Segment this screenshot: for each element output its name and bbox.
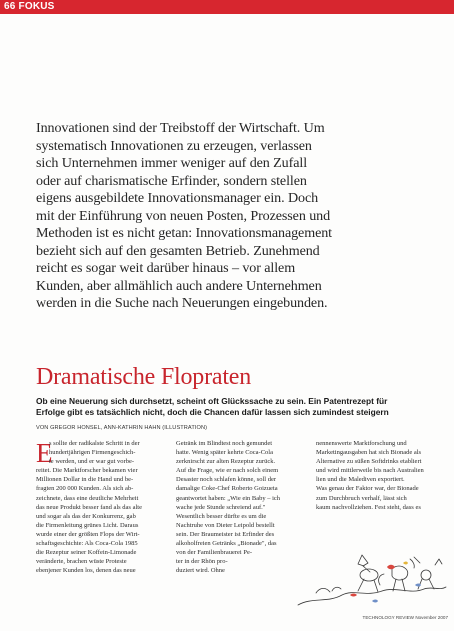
text-line: Ob eine Neuerung sich durchsetzt, scheint oft Glückssache zu sein. Ein Patentrezept für bbox=[36, 396, 388, 406]
text-line: Millionen Dollar in die Hand und be- bbox=[36, 476, 134, 484]
body-column-3 bbox=[316, 439, 434, 512]
text-line: sich Unternehmen immer weniger auf den Zufall bbox=[36, 155, 308, 172]
text-line: veränderte, brachen wüste Proteste bbox=[36, 558, 127, 566]
text-line: Auf die Frage, wie er nach solch einem bbox=[176, 467, 279, 475]
text-line: wurde einer der größten Flops der Wirt- bbox=[36, 530, 140, 538]
text-line: kaum nachvollziehen. Fest steht, dass es bbox=[316, 503, 421, 511]
footer-issue: November 2007 bbox=[415, 615, 448, 620]
text-line: die Firmenleitung grünes Licht. Daraus bbox=[36, 521, 139, 529]
text-line: Innovationen sind der Treibstoff der Wirtschaft. Um bbox=[36, 120, 325, 136]
text-line: Getränk im Blindtest noch gemundet bbox=[176, 440, 273, 447]
text-line: fragten 200 000 Kunden. Als sich ab- bbox=[36, 485, 134, 493]
text-line: ter in der Rhön pro- bbox=[176, 558, 228, 566]
text-line: ebenjener Kunden los, denen das neue bbox=[36, 567, 136, 575]
text-line: mit der Einführung von neuen Posten, Prozessen und bbox=[36, 207, 331, 224]
text-line: Wesentlich besser dürfte es um die bbox=[176, 512, 267, 520]
text-line: zeichnete, dass eine deutliche Mehrheit bbox=[36, 494, 139, 502]
text-line: Desaster noch schlafen könne, soll der bbox=[176, 476, 276, 484]
text-line: alkoholfreien Getränks „Bionade", das bbox=[176, 540, 277, 548]
text-line: reitet. Die Marktforscher bekamen vier bbox=[36, 467, 138, 475]
text-line: und wird mittlerweile bis nach Australien bbox=[316, 467, 424, 475]
body-column-2 bbox=[176, 439, 294, 575]
text-line: Was genau der Faktor war, der Bionade bbox=[316, 485, 419, 493]
text-line: zum Durchbruch verhalf, lässt sich bbox=[316, 494, 407, 502]
text-line: oder auf charismatische Erfinder, sondern stellen bbox=[36, 172, 307, 189]
drop-cap: E bbox=[36, 438, 53, 468]
footer-magazine: TECHNOLOGY REVIEW bbox=[362, 615, 415, 620]
page-footer bbox=[363, 615, 448, 620]
text-line: duziert wird. Ohne bbox=[176, 567, 225, 575]
text-line: bezieht sich auf den gesamten Betrieb. Zunehmend bbox=[36, 242, 320, 259]
text-line: das neue Produkt besser fand als das alte bbox=[36, 503, 142, 511]
text-line: Marketingausgaben hat sich Bionade als bbox=[316, 449, 422, 457]
text-line: Erfolge gibt es tatsächlich nicht, doch die Chancen dafür lassen sich zumindest steigern bbox=[36, 407, 389, 417]
article-lead bbox=[36, 396, 426, 418]
section-name: FOKUS bbox=[18, 1, 55, 12]
text-line: geantwortet haben: „Wie ein Baby – ich bbox=[176, 494, 281, 502]
header-text bbox=[4, 1, 58, 12]
text-line: eigens ausgebildete Innovationsmanager ein. Doch bbox=[36, 190, 319, 207]
text-line: zerknirscht zur alten Rezeptur zurück. bbox=[176, 458, 276, 466]
text-line: von der Familienbrauerei Pe- bbox=[176, 549, 252, 557]
intro-paragraph bbox=[36, 120, 422, 313]
text-line: hundertjährigen Firmengeschich- bbox=[49, 449, 136, 457]
text-line: wache jede Stunde schreiend auf." bbox=[176, 503, 266, 511]
text-line: systematisch Innovationen zu erzeugen, verlassen bbox=[36, 137, 312, 154]
text-line: te werden, und er war gut vorbe- bbox=[49, 458, 135, 466]
illustration-sketch-icon bbox=[292, 545, 450, 613]
text-line: werden in die Suche nach Neuerungen eingebunden. bbox=[36, 295, 328, 312]
article-title: Dramatische Flopraten bbox=[36, 364, 252, 390]
body-column-1 bbox=[36, 439, 154, 575]
text-line: Alternative zu süßen Softdrinks etabliert bbox=[316, 458, 422, 466]
byline: VON GREGOR HONSEL, ANN-KATHRIN HAHN (ILLUSTRATION) bbox=[36, 425, 208, 431]
text-line: schaftsgeschichte: Als Coca-Cola 1985 bbox=[36, 540, 138, 548]
text-line: lien und die Malediven exportiert. bbox=[316, 476, 405, 484]
text-line: Nachtruhe von Dieter Leipold bestellt bbox=[176, 521, 275, 529]
page-number: 66 bbox=[4, 1, 16, 12]
text-line: damalige Coke-Chef Roberto Goizueta bbox=[176, 485, 278, 493]
header-bar bbox=[0, 0, 454, 14]
text-line: nennenswerte Marktforschung und bbox=[316, 440, 407, 447]
text-line: und sogar als das der Konkurrenz, gab bbox=[36, 512, 136, 520]
text-line: Kunden, aber allmählich auch andere Unternehmen bbox=[36, 277, 322, 294]
text-line: s sollte der radikalste Schritt in der bbox=[49, 440, 140, 447]
text-line: reicht es sogar weit darüber hinaus – vor allem bbox=[36, 260, 296, 277]
text-line: hatte. Wenig später kehrte Coca-Cola bbox=[176, 449, 274, 457]
text-line: die Rezeptur seiner Koffein-Limonade bbox=[36, 549, 137, 557]
text-line: sein. Der Braumeister ist Erfinder des bbox=[176, 530, 275, 538]
text-line: Methoden ist es nicht getan: Innovationsmanagement bbox=[36, 225, 332, 242]
